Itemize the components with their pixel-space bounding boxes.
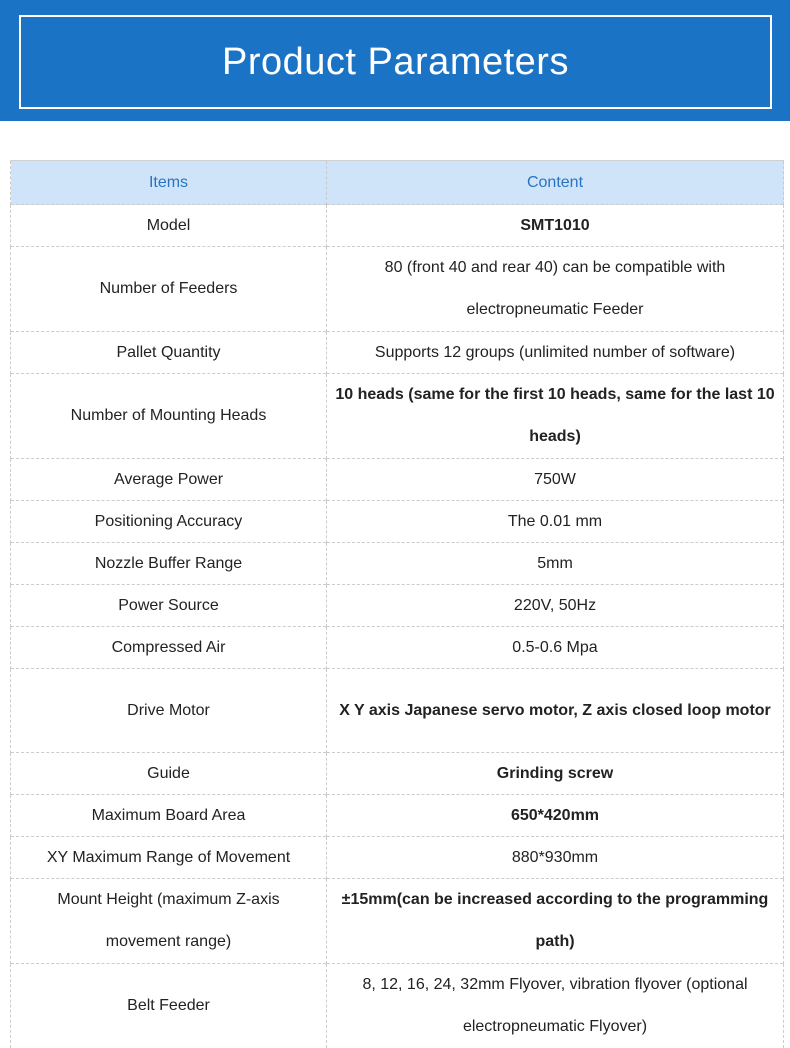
parameter-item: Maximum Board Area <box>11 795 327 837</box>
parameter-item: Guide <box>11 753 327 795</box>
table-row <box>11 627 784 669</box>
table-row <box>11 585 784 627</box>
parameter-item: Pallet Quantity <box>11 332 327 374</box>
header-banner <box>0 0 790 121</box>
column-header-content: Content <box>327 161 784 205</box>
table-row <box>11 205 784 247</box>
table-row <box>11 247 784 332</box>
parameters-table <box>10 160 784 1048</box>
table-row <box>11 374 784 459</box>
parameter-content: 220V, 50Hz <box>327 585 784 627</box>
table-row <box>11 501 784 543</box>
parameter-content: 80 (front 40 and rear 40) can be compatible with electropneumatic Feeder <box>327 247 784 332</box>
parameter-content: 8, 12, 16, 24, 32mm Flyover, vibration flyover (optional electropneumatic Flyover) <box>327 964 784 1048</box>
parameters-table-container <box>10 160 783 1048</box>
parameter-item: Mount Height (maximum Z-axis movement range) <box>11 879 327 964</box>
page-title: Product Parameters <box>222 41 569 84</box>
parameter-content: X Y axis Japanese servo motor, Z axis closed loop motor <box>327 669 784 753</box>
parameter-content: 750W <box>327 459 784 501</box>
table-row <box>11 879 784 964</box>
parameter-content: ±15mm(can be increased according to the programming path) <box>327 879 784 964</box>
parameter-content: 880*930mm <box>327 837 784 879</box>
parameter-item: Number of Feeders <box>11 247 327 332</box>
parameter-item: Positioning Accuracy <box>11 501 327 543</box>
parameter-item: Belt Feeder <box>11 964 327 1048</box>
parameter-content: 10 heads (same for the first 10 heads, same for the last 10 heads) <box>327 374 784 459</box>
parameter-content: 0.5-0.6 Mpa <box>327 627 784 669</box>
table-row <box>11 964 784 1048</box>
table-row <box>11 332 784 374</box>
banner-frame <box>19 15 772 109</box>
table-row <box>11 543 784 585</box>
parameter-content: 5mm <box>327 543 784 585</box>
parameter-item: Power Source <box>11 585 327 627</box>
parameter-item: XY Maximum Range of Movement <box>11 837 327 879</box>
parameter-content: Supports 12 groups (unlimited number of software) <box>327 332 784 374</box>
column-header-items: Items <box>11 161 327 205</box>
parameter-item: Compressed Air <box>11 627 327 669</box>
parameter-content: Grinding screw <box>327 753 784 795</box>
table-row <box>11 837 784 879</box>
parameter-content: 650*420mm <box>327 795 784 837</box>
parameter-item: Nozzle Buffer Range <box>11 543 327 585</box>
parameter-content: SMT1010 <box>327 205 784 247</box>
table-header-row <box>11 161 784 205</box>
table-row <box>11 795 784 837</box>
table-row <box>11 669 784 753</box>
table-row <box>11 753 784 795</box>
parameter-item: Number of Mounting Heads <box>11 374 327 459</box>
parameter-content: The 0.01 mm <box>327 501 784 543</box>
parameter-item: Model <box>11 205 327 247</box>
table-row <box>11 459 784 501</box>
parameter-item: Drive Motor <box>11 669 327 753</box>
parameter-item: Average Power <box>11 459 327 501</box>
